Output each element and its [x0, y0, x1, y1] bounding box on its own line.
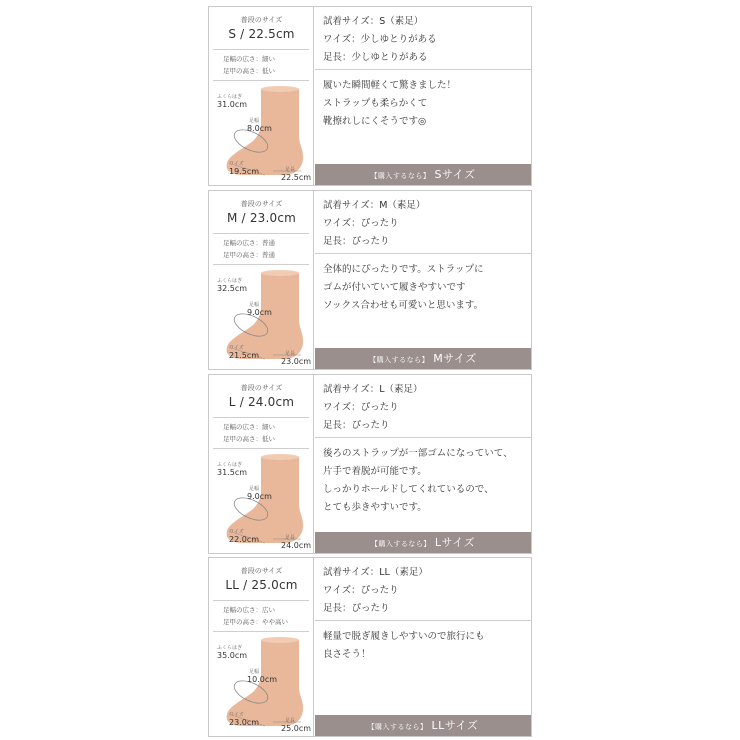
- recommend-prefix: 【購入するなら】: [370, 172, 431, 180]
- comment-line: 履いた瞬間軽くて驚きました！: [323, 80, 457, 91]
- calf-value: 32.5cm: [217, 284, 248, 293]
- spec-line: 試着サイズ：L（素足）: [323, 384, 423, 395]
- usual-size-value: S / 22.5cm: [228, 27, 295, 41]
- usual-size-label: 普段のサイズ: [240, 567, 283, 575]
- ankle-value: 9.0cm: [247, 308, 272, 317]
- review-comment: [323, 445, 529, 517]
- divider: [213, 264, 309, 265]
- size-review-card: [208, 557, 532, 737]
- divider: [213, 80, 309, 81]
- divider: [213, 417, 309, 418]
- foot-measure-diagram: [215, 451, 311, 549]
- ankle-value: 9.0cm: [247, 492, 272, 501]
- spec-line: ワイズ：ぴったり: [323, 585, 399, 596]
- comment-line: ソックス合わせも可愛いと思います。: [323, 300, 484, 311]
- review-panel: [315, 375, 531, 553]
- usual-foot-length: 24.0cm: [247, 395, 295, 409]
- foot-width-measure: 足幅の広さ：広い: [223, 606, 275, 614]
- recommended-size-bar: [315, 532, 531, 553]
- fitting-spec: [323, 381, 423, 435]
- instep-height-measure: 足甲の高さ：やや高い: [223, 618, 288, 626]
- foot-length-label: 足長: [285, 535, 296, 541]
- fitting-spec: [323, 13, 437, 67]
- usual-size-value: M / 23.0cm: [226, 211, 297, 225]
- ankle-label: 足幅: [249, 302, 260, 308]
- comment-line: 全体的にぴったりです。ストラップに: [323, 264, 484, 275]
- calf-label: ふくらはぎ: [217, 94, 243, 100]
- recommended-size: Lサイズ: [434, 536, 476, 549]
- spec-line: 試着サイズ：M（素足）: [323, 200, 426, 211]
- fitting-spec: [323, 564, 428, 618]
- review-panel: [315, 7, 531, 185]
- calf-value: 31.0cm: [217, 100, 248, 109]
- size-review-card: [208, 374, 532, 554]
- recommend-prefix: 【購入するなら】: [367, 723, 428, 731]
- ankle-label: 足幅: [249, 118, 260, 124]
- spec-line: 試着サイズ：LL（素足）: [323, 567, 428, 578]
- divider: [315, 437, 531, 438]
- review-panel: [315, 558, 531, 736]
- spec-line: ワイズ：ぴったり: [323, 218, 399, 229]
- foot-length-value: 25.0cm: [281, 724, 312, 733]
- comment-line: 良さそう！: [323, 649, 371, 660]
- comment-line: 靴擦れしにくそうです◎: [323, 116, 427, 127]
- divider: [213, 600, 309, 601]
- spec-line: 足長：ぴったり: [323, 236, 390, 247]
- foot-length-label: 足長: [285, 718, 296, 724]
- spec-line: 足長：ぴったり: [323, 603, 390, 614]
- review-panel: [315, 191, 531, 369]
- calf-value: 35.0cm: [217, 651, 248, 660]
- divider: [315, 69, 531, 70]
- width-label: ワイズ: [229, 529, 244, 535]
- size-review-card: [208, 190, 532, 370]
- ankle-value: 8.0cm: [247, 124, 272, 133]
- usual-size-panel: [209, 7, 314, 185]
- foot-length-value: 24.0cm: [281, 541, 312, 550]
- spec-line: 足長：少しゆとりがある: [323, 52, 428, 63]
- comment-line: ストラップも柔らかくて: [323, 98, 428, 109]
- instep-height-measure: 足甲の高さ：普通: [223, 251, 275, 259]
- size-review-card: [208, 6, 532, 186]
- foot-measure-diagram: [215, 634, 311, 732]
- usual-size-panel: [209, 375, 314, 553]
- divider: [315, 253, 531, 254]
- spec-line: ワイズ：少しゆとりがある: [323, 34, 437, 45]
- comment-line: とても歩きやすいです。: [323, 502, 427, 513]
- recommended-size-bar: [315, 348, 531, 369]
- usual-foot-length: 25.0cm: [251, 578, 298, 592]
- recommended-size-bar: [315, 164, 531, 185]
- recommended-size: Mサイズ: [433, 352, 477, 365]
- comment-line: しっかりホールドしてくれているので、: [323, 484, 494, 495]
- width-label: ワイズ: [229, 712, 244, 718]
- usual-size-code: LL: [225, 578, 240, 592]
- foot-width-measure: 足幅の広さ：普通: [223, 239, 275, 247]
- divider: [315, 620, 531, 621]
- fitting-spec: [323, 197, 425, 251]
- usual-size-label: 普段のサイズ: [240, 16, 283, 24]
- foot-length-value: 22.5cm: [281, 173, 312, 182]
- calf-label: ふくらはぎ: [217, 278, 243, 284]
- width-label: ワイズ: [229, 345, 244, 351]
- width-value: 23.0cm: [229, 718, 260, 727]
- divider: [213, 448, 309, 449]
- review-comment: [323, 261, 529, 315]
- calf-value: 31.5cm: [217, 468, 248, 477]
- usual-size-panel: [209, 558, 314, 736]
- width-value: 21.5cm: [229, 351, 260, 360]
- usual-foot-length: 23.0cm: [249, 211, 297, 225]
- width-value: 19.5cm: [229, 167, 260, 176]
- ankle-label: 足幅: [249, 486, 260, 492]
- width-value: 22.0cm: [229, 535, 260, 544]
- foot-measure-diagram: [215, 267, 311, 365]
- calf-label: ふくらはぎ: [217, 645, 243, 651]
- usual-size-label: 普段のサイズ: [240, 200, 283, 208]
- foot-length-label: 足長: [285, 167, 296, 173]
- spec-line: 試着サイズ：S（素足）: [323, 16, 424, 27]
- comment-line: ゴムが付いていて履きやすいです: [323, 282, 466, 293]
- usual-size-panel: [209, 191, 314, 369]
- recommended-size: LLサイズ: [431, 719, 479, 732]
- usual-size-code: S: [228, 27, 237, 41]
- foot-width-measure: 足幅の広さ：細い: [223, 423, 275, 431]
- recommended-size: Sサイズ: [434, 168, 476, 181]
- divider: [213, 49, 309, 50]
- instep-height-measure: 足甲の高さ：低い: [223, 67, 275, 75]
- comment-line: 軽量で脱ぎ履きしやすいので旅行にも: [323, 631, 485, 642]
- foot-measure-diagram: [215, 83, 311, 181]
- comment-line: 後ろのストラップが一部ゴムになっていて、: [323, 448, 513, 459]
- review-comment: [323, 628, 529, 664]
- foot-length-value: 23.0cm: [281, 357, 312, 366]
- ankle-label: 足幅: [249, 669, 260, 675]
- spec-line: ワイズ：ぴったり: [323, 402, 399, 413]
- comment-line: 片手で着脱が可能です。: [323, 466, 427, 477]
- divider: [213, 631, 309, 632]
- recommend-prefix: 【購入するなら】: [369, 356, 430, 364]
- usual-size-value: LL / 25.0cm: [225, 578, 298, 592]
- recommended-size-bar: [315, 715, 531, 736]
- foot-width-measure: 足幅の広さ：細い: [223, 55, 275, 63]
- usual-foot-length: 22.5cm: [248, 27, 295, 41]
- usual-size-code: M: [226, 211, 238, 225]
- usual-size-code: L: [228, 395, 236, 409]
- review-comment: [323, 77, 529, 131]
- usual-size-value: L / 24.0cm: [228, 395, 295, 409]
- calf-label: ふくらはぎ: [217, 462, 243, 468]
- ankle-value: 10.0cm: [247, 675, 278, 684]
- instep-height-measure: 足甲の高さ：低い: [223, 435, 275, 443]
- width-label: ワイズ: [229, 161, 244, 167]
- foot-length-label: 足長: [285, 351, 296, 357]
- usual-size-label: 普段のサイズ: [240, 384, 283, 392]
- divider: [213, 233, 309, 234]
- recommend-prefix: 【購入するなら】: [370, 540, 431, 548]
- spec-line: 足長：ぴったり: [323, 420, 390, 431]
